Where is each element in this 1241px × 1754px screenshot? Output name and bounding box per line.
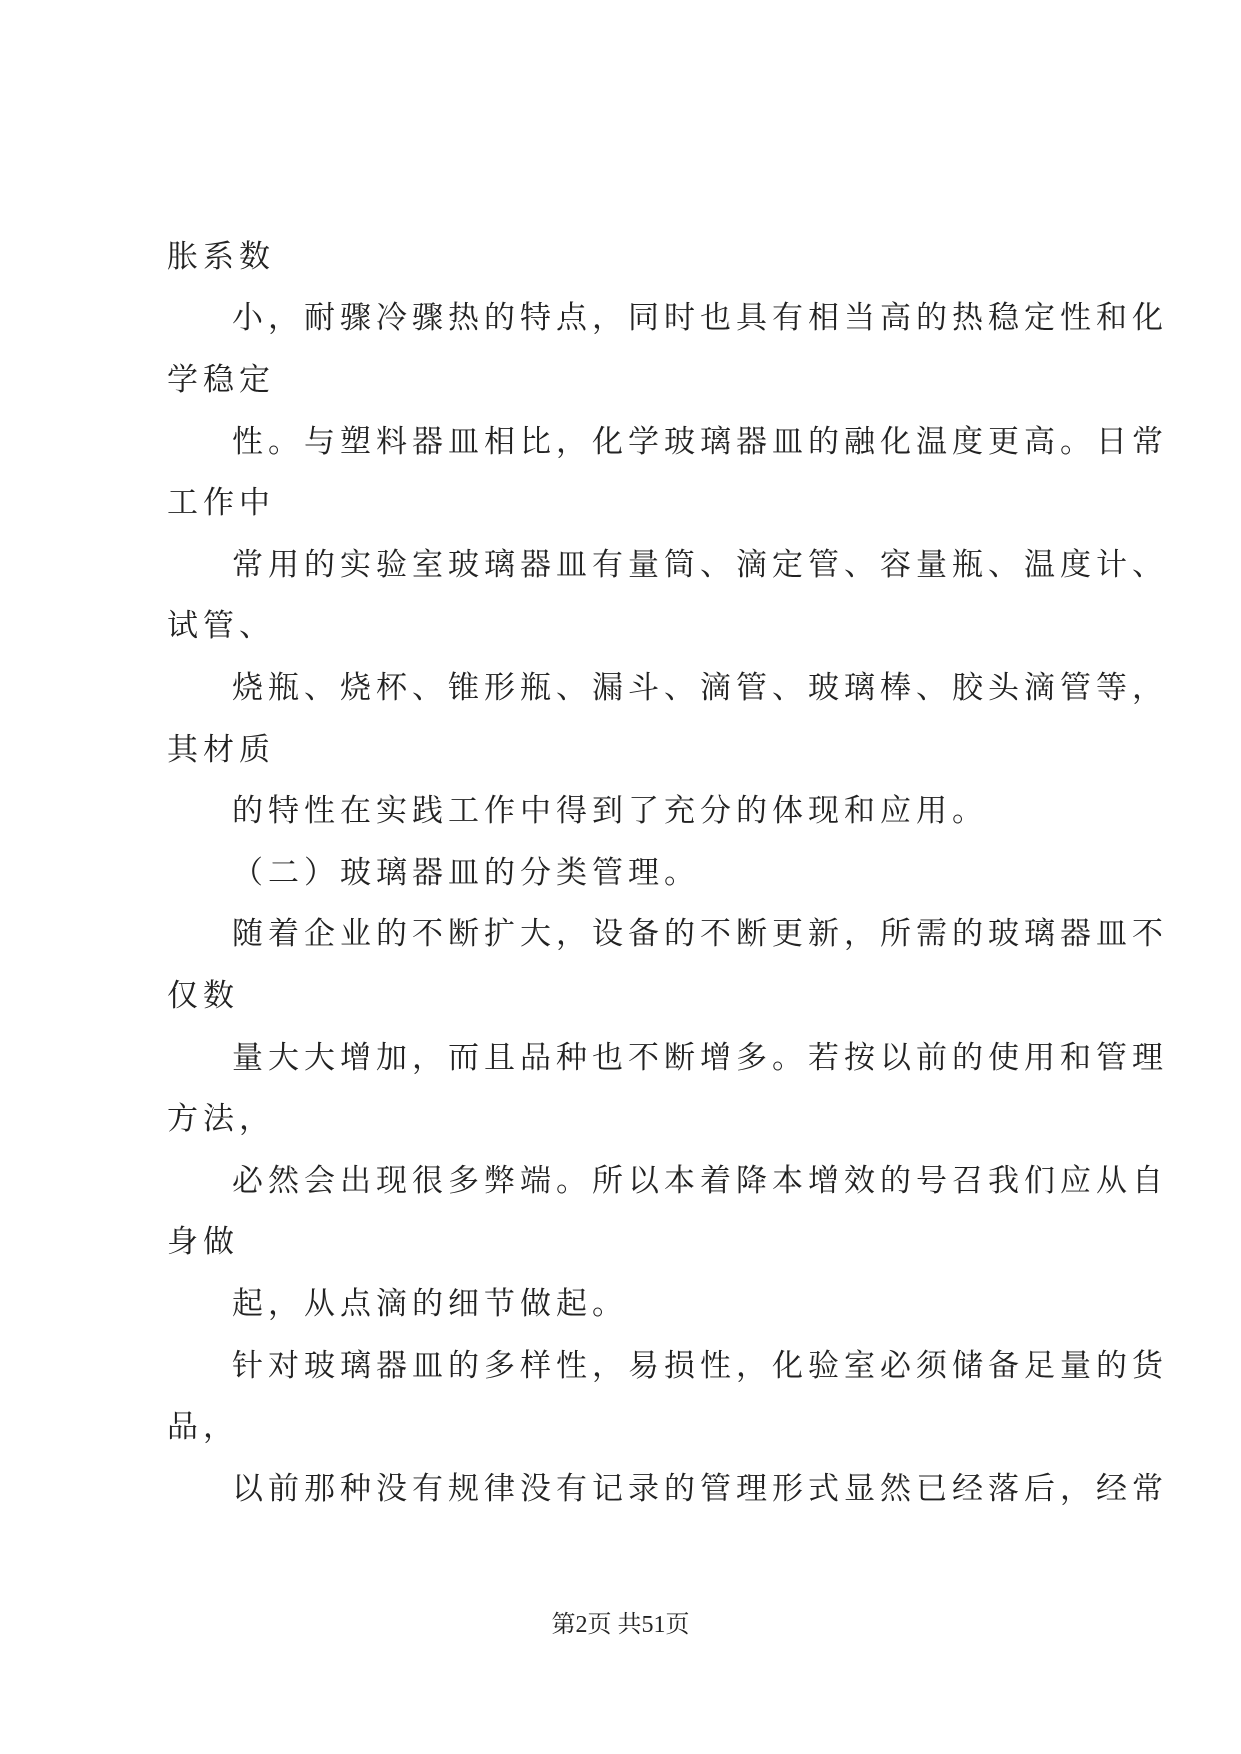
section-heading: （二）玻璃器皿的分类管理。 <box>232 855 700 891</box>
text-line-16: 必然会出现很多弊端。所以本着降本增效的号召我们应从自 <box>232 1163 1168 1199</box>
text-line-18: 起，从点滴的细节做起。 <box>232 1286 628 1322</box>
text-line-7: 试管、 <box>167 608 275 644</box>
text-line-14: 量大大增加，而且品种也不断增多。若按以前的使用和管理 <box>232 1040 1168 1076</box>
text-line-9: 其材质 <box>167 732 275 768</box>
text-line-20: 品， <box>167 1409 239 1445</box>
text-line-1: 胀系数 <box>167 239 275 275</box>
text-line-13: 仅数 <box>167 978 239 1014</box>
text-line-17: 身做 <box>167 1224 239 1260</box>
text-line-5: 工作中 <box>167 485 275 521</box>
text-line-6: 常用的实验室玻璃器皿有量筒、滴定管、容量瓶、温度计、 <box>232 547 1168 583</box>
text-line-12: 随着企业的不断扩大，设备的不断更新，所需的玻璃器皿不 <box>232 916 1168 952</box>
text-line-21: 以前那种没有规律没有记录的管理形式显然已经落后，经常 <box>232 1471 1168 1507</box>
text-line-3: 学稳定 <box>167 362 275 398</box>
page-number-footer: 第2页 共51页 <box>551 1612 690 1638</box>
text-line-10: 的特性在实践工作中得到了充分的体现和应用。 <box>232 793 988 829</box>
text-line-2: 小，耐骤冷骤热的特点，同时也具有相当高的热稳定性和化 <box>232 300 1168 336</box>
text-line-8: 烧瓶、烧杯、锥形瓶、漏斗、滴管、玻璃棒、胶头滴管等， <box>232 670 1168 706</box>
text-line-19: 针对玻璃器皿的多样性，易损性，化验室必须储备足量的货 <box>232 1348 1168 1384</box>
text-line-4: 性。与塑料器皿相比，化学玻璃器皿的融化温度更高。日常 <box>232 424 1168 460</box>
text-line-15: 方法， <box>167 1101 275 1137</box>
